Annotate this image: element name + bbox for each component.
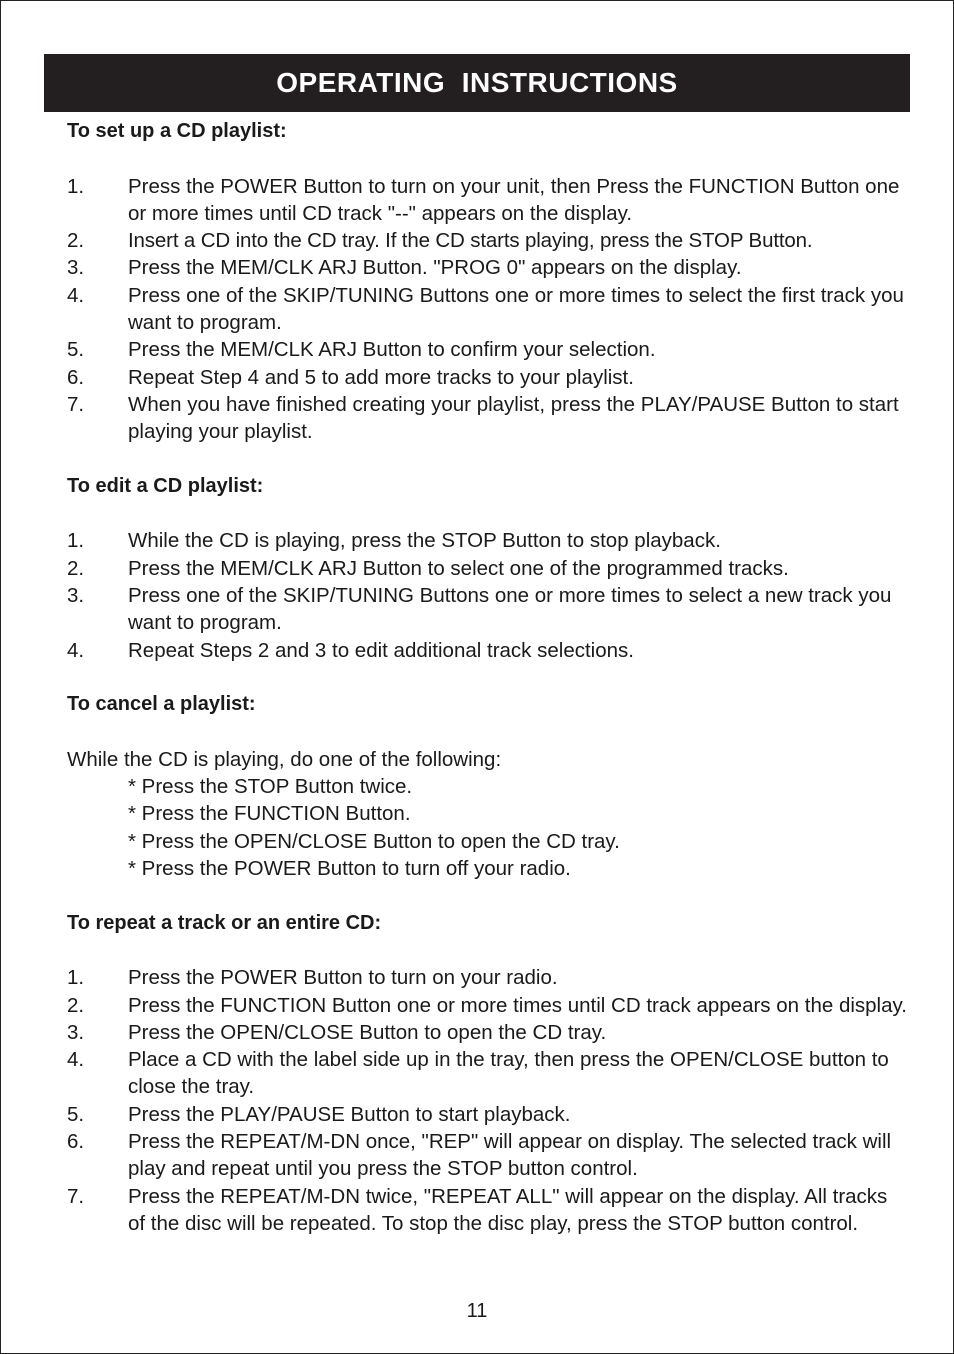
step-text: Press the OPEN/CLOSE Button to open the CD tray. [128, 1020, 607, 1044]
step-item [67, 364, 907, 391]
step-text: Press the FUNCTION Button one or more times until CD track appears on the display. [128, 993, 907, 1017]
step-item [67, 336, 907, 363]
section-edit-playlist [67, 473, 907, 664]
section-heading: To edit a CD playlist: [67, 474, 264, 497]
step-text: Press the MEM/CLK ARJ Button to confirm your selection. [128, 338, 656, 362]
step-item [67, 1183, 907, 1238]
intro-text: While the CD is playing, do one of the following: [67, 747, 502, 771]
step-number: 4. [67, 1048, 85, 1072]
step-item [67, 1046, 907, 1101]
instructions-body [67, 118, 907, 1237]
step-number: 5. [67, 1102, 85, 1126]
bullet-item: * Press the STOP Button twice. [128, 775, 413, 799]
section-setup-playlist [67, 118, 907, 446]
step-number: 6. [67, 365, 85, 389]
bullet-item: * Press the FUNCTION Button. [128, 802, 411, 826]
step-item [67, 254, 907, 281]
step-item [67, 173, 907, 228]
step-text: Press the REPEAT/M-DN twice, "REPEAT ALL" will appear on the display. All tracks of the disc will be repeated. To stop the disc play, press the STOP button control. [128, 1184, 888, 1235]
step-text: Press the REPEAT/M-DN once, "REP" will appear on display. The selected track will play and repeat until you press the STOP button control. [128, 1129, 892, 1181]
step-text: Repeat Step 4 and 5 to add more tracks to your playlist. [128, 365, 634, 389]
step-text: While the CD is playing, press the STOP Button to stop playback. [128, 529, 721, 553]
step-number: 6. [67, 1129, 85, 1153]
step-item [67, 582, 907, 637]
step-text: Repeat Steps 2 and 3 to edit additional track selections. [128, 638, 634, 662]
section-cancel-playlist [67, 691, 907, 882]
step-text: Press one of the SKIP/TUNING Buttons one or more times to select the first track you want to program. [128, 283, 904, 335]
section-heading: To repeat a track or an entire CD: [67, 911, 382, 934]
step-number: 3. [67, 1020, 85, 1044]
step-number: 2. [67, 556, 85, 580]
bullet-item: * Press the OPEN/CLOSE Button to open the CD tray. [128, 829, 620, 853]
step-item [67, 1128, 907, 1183]
bullet-item: * Press the POWER Button to turn off your radio. [128, 857, 571, 881]
step-number: 1. [67, 174, 85, 198]
step-item [67, 391, 907, 446]
step-item [67, 555, 907, 582]
step-item [67, 637, 907, 664]
step-item [67, 527, 907, 554]
step-text: Press the POWER Button to turn on your unit, then Press the FUNCTION Button one or more times until CD track "--" appears on the display. [128, 174, 900, 225]
section-repeat-track [67, 910, 907, 1238]
step-number: 2. [67, 993, 85, 1017]
step-item [67, 282, 907, 337]
step-text: Press the POWER Button to turn on your radio. [128, 966, 558, 990]
section-heading: To cancel a playlist: [67, 693, 256, 716]
step-text: Place a CD with the label side up in the tray, then press the OPEN/CLOSE button to close the tray. [128, 1048, 889, 1099]
step-text: Insert a CD into the CD tray. If the CD starts playing, press the STOP Button. [128, 229, 813, 253]
step-text: Press the MEM/CLK ARJ Button to select one of the programmed tracks. [128, 556, 789, 580]
step-number: 1. [67, 529, 85, 553]
step-item [67, 964, 907, 991]
step-number: 7. [67, 1184, 85, 1208]
step-number: 5. [67, 338, 85, 362]
step-number: 3. [67, 256, 85, 280]
step-number: 1. [67, 966, 85, 990]
step-text: When you have finished creating your playlist, press the PLAY/PAUSE Button to start playing your playlist. [128, 392, 899, 444]
step-text: Press the PLAY/PAUSE Button to start playback. [128, 1102, 571, 1126]
step-item [67, 1019, 907, 1046]
step-number: 3. [67, 584, 85, 608]
step-item [67, 992, 907, 1019]
step-number: 4. [67, 283, 85, 307]
page-title: OPERATING INSTRUCTIONS [276, 67, 678, 98]
step-number: 7. [67, 392, 85, 416]
step-item [67, 227, 907, 254]
step-text: Press one of the SKIP/TUNING Buttons one or more times to select a new track you want to program. [128, 584, 892, 635]
step-number: 2. [67, 229, 85, 253]
header-bar [44, 54, 910, 112]
step-text: Press the MEM/CLK ARJ Button. "PROG 0" appears on the display. [128, 256, 742, 280]
step-number: 4. [67, 638, 85, 662]
page-number: 11 [466, 1300, 488, 1322]
step-item [67, 1101, 907, 1128]
section-heading: To set up a CD playlist: [67, 120, 287, 142]
